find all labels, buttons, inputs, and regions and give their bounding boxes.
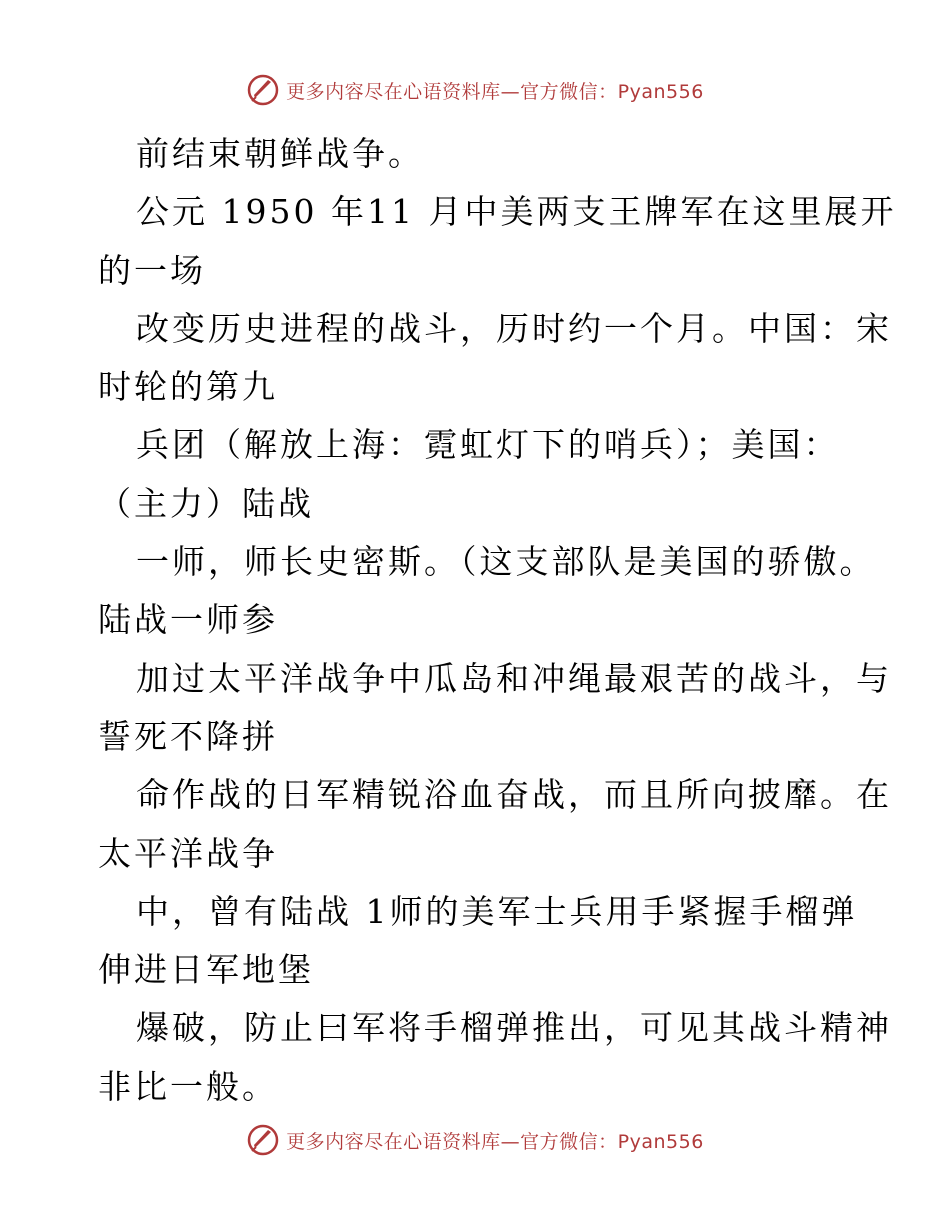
- text-line: 非比一般。: [98, 1066, 278, 1106]
- text-line: 誓死不降拼: [98, 716, 278, 756]
- text-line: 加过太平洋战争中瓜岛和冲绳最艰苦的战斗，与: [136, 658, 892, 698]
- text-line: 一师，师长史密斯。（这支部队是美国的骄傲。: [136, 542, 876, 582]
- quill-pen-logo-icon: [246, 1123, 280, 1157]
- header-banner: [0, 70, 950, 110]
- text-line: 公元 1950 年11 月中美两支王牌军在这里展开: [136, 192, 897, 232]
- text-line: 时轮的第九: [98, 367, 278, 407]
- header-banner-text: 更多内容尽在心语资料库—官方微信：Pyan556: [286, 80, 704, 103]
- text-line: 陆战一师参: [98, 600, 278, 640]
- text-line: 改变历史进程的战斗，历时约一个月。中国：宋: [136, 308, 892, 348]
- text-line: 太平洋战争: [98, 833, 278, 873]
- text-line: 前结束朝鲜战争。: [136, 134, 424, 173]
- document-body: [98, 125, 897, 1116]
- text-line: 兵团（解放上海：霓虹灯下的哨兵）；美国：: [136, 425, 840, 465]
- quill-pen-logo-icon: [246, 73, 280, 107]
- text-line: 伸进日军地堡: [98, 950, 314, 990]
- footer-banner-text: 更多内容尽在心语资料库—官方微信：Pyan556: [286, 1130, 704, 1153]
- text-line: 的一场: [98, 250, 206, 290]
- text-line: 命作战的日军精锐浴血奋战，而且所向披靡。在: [136, 775, 892, 815]
- text-line: 中，曾有陆战 1师的美军士兵用手紧握手榴弹: [136, 891, 858, 931]
- text-line: 爆破，防止曰军将手榴弹推出，可见其战斗精神: [136, 1008, 892, 1048]
- text-line: （主力）陆战: [98, 483, 314, 523]
- footer-banner: [0, 1120, 950, 1160]
